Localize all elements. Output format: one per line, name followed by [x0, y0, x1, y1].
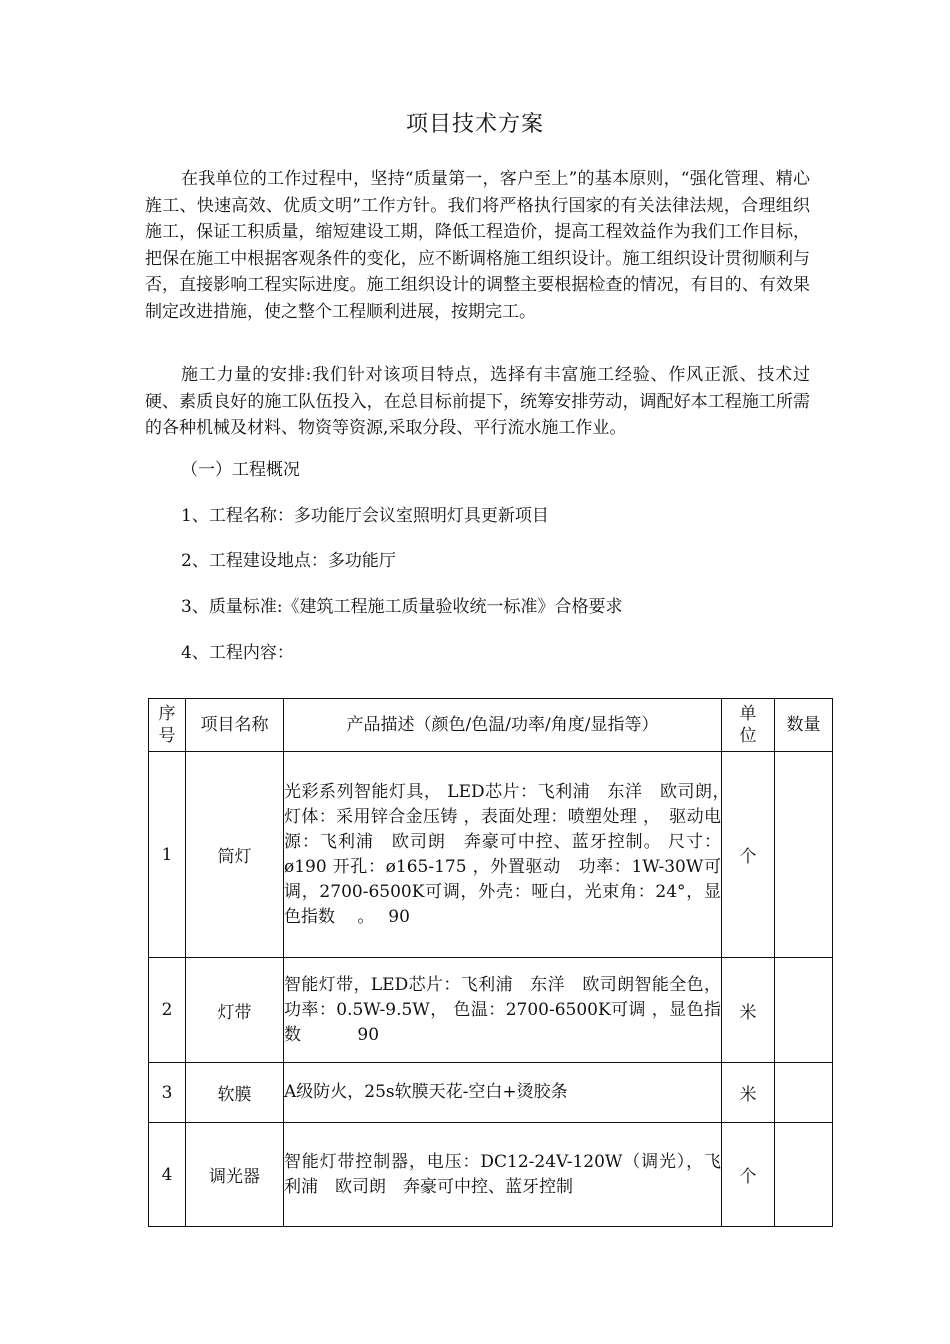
row-desc: 智能灯带，LED芯片：飞利浦 东洋 欧司朗智能全色，功率：0.5W-9.5W， 色温：2700-6500K可调 ，显色指数 90 [284, 958, 722, 1063]
row-name: 筒灯 [186, 752, 284, 958]
row-unit: 米 [722, 958, 775, 1063]
row-unit: 米 [722, 1063, 775, 1123]
row-desc: 光彩系列智能灯具， LED芯片：飞利浦 东洋 欧司朗， 灯体：采用锌合金压铸 ，表面处理：喷塑处理 ， 驱动电源：飞利浦 欧司朗 奔豪可中控、蓝牙控制。 尺寸：ø190 开孔：ø165-175 ，外置驱动 功率：1W-30W可调，2700-6500K可调，外壳：哑白，光束角：24°，显色指数 。 90 [284, 752, 722, 958]
row-no: 1 [149, 752, 186, 958]
row-desc: A级防火，25s软膜天花-空白+烫胶条 [284, 1063, 722, 1123]
header-no: 序号 [149, 699, 186, 752]
header-desc: 产品描述（颜色/色温/功率/角度/显指等） [284, 699, 722, 752]
row-no: 4 [149, 1123, 186, 1227]
project-name-line: 1、工程名称：多功能厅会议室照明灯具更新项目 [181, 506, 549, 526]
section-heading: （一）工程概况 [181, 460, 300, 480]
row-unit: 个 [722, 752, 775, 958]
row-no: 3 [149, 1063, 186, 1123]
table-row [149, 1123, 833, 1227]
row-qty [775, 752, 833, 958]
project-content-line: 4、工程内容： [181, 643, 294, 663]
page-title: 项目技术方案 [405, 112, 544, 137]
table-row [149, 1063, 833, 1123]
project-location-line: 2、工程建设地点：多功能厅 [181, 551, 396, 571]
row-no: 2 [149, 958, 186, 1063]
product-table [148, 698, 833, 1227]
row-desc: 智能灯带控制器，电压：DC12-24V-120W（调光），飞利浦 欧司朗 奔豪可中控、蓝牙控制 [284, 1123, 722, 1227]
row-qty [775, 1063, 833, 1123]
row-unit: 个 [722, 1123, 775, 1227]
row-name: 软膜 [186, 1063, 284, 1123]
row-name: 调光器 [186, 1123, 284, 1227]
table-row [149, 752, 833, 958]
header-name: 项目名称 [186, 699, 284, 752]
quality-standard-line: 3、质量标准:《建筑工程施工质量验收统一标准》合格要求 [181, 597, 623, 617]
workforce-paragraph: 施工力量的安排:我们针对该项目特点，选择有丰富施工经验、作风正派、技术过硬、素质良好的施工队伍投入，在总目标前提下，统筹安排劳动，调配好本工程施工所需的各种机械及材料、物资等资源,采取分段、平行流水施工作业。 [145, 365, 810, 438]
intro-paragraph: 在我单位的工作过程中，坚持“质量第一，客户至上”的基本原则，“强化管理、精心旌工、快速高效、优质文明”工作方针。我们将严格执行国家的有关法律法规，合理组织施工，保证工积质量，缩短建设工期，降低工程造价，提高工程效益作为我们工作目标，把保在施工中根据客观条件的变化，应不断调格施工组织设计。施工组织设计贯彻顺利与否，直接影响工程实际进度。施工组织设计的调整主要根据检查的情况，有目的、有效果制定改进措施，使之整个工程顺利进展，按期完工。 [145, 169, 810, 322]
header-unit: 单位 [722, 699, 775, 752]
row-qty [775, 958, 833, 1063]
row-name: 灯带 [186, 958, 284, 1063]
table-row [149, 958, 833, 1063]
table-header-row [149, 699, 833, 752]
row-qty [775, 1123, 833, 1227]
header-qty: 数量 [775, 699, 833, 752]
